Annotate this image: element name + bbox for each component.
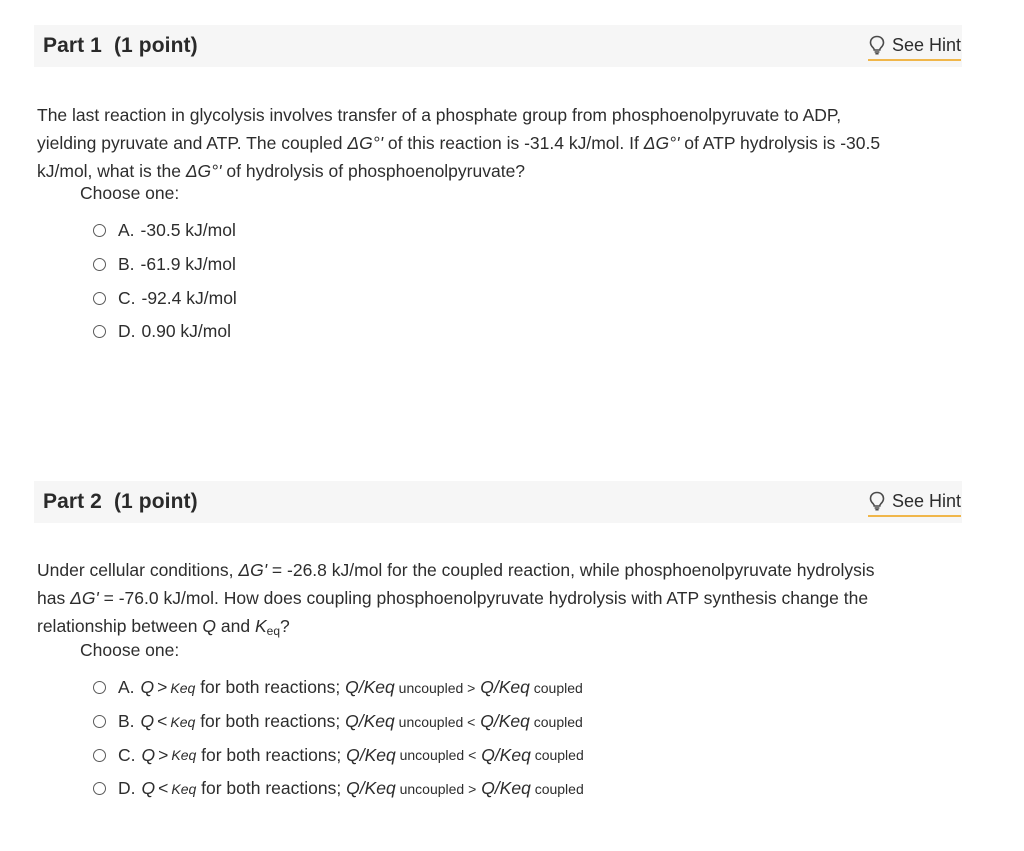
part1-hint-label[interactable]: See Hint bbox=[891, 34, 961, 55]
part2-hint-label[interactable]: See Hint bbox=[891, 490, 961, 511]
part2-question-line3: relationship between Q and $K_{eq}$? bbox=[37, 616, 290, 638]
delta-g-symbol: ΔG' bbox=[70, 588, 99, 608]
part2-question bbox=[37, 556, 967, 645]
radio-button[interactable] bbox=[93, 292, 106, 305]
keq-symbol: K bbox=[254, 616, 267, 636]
delta-g0-symbol: ΔG°' bbox=[185, 161, 222, 181]
part2-points: (1 point) bbox=[113, 490, 198, 513]
radio-button[interactable] bbox=[93, 325, 106, 338]
part1-title bbox=[43, 34, 198, 58]
part2-option-c[interactable]: C. Q > Keq for both reactions; Q/Keq uncoupled < Q/Keq coupled bbox=[93, 738, 584, 772]
radio-button[interactable] bbox=[93, 749, 106, 762]
part1-question bbox=[37, 101, 967, 185]
radio-button[interactable] bbox=[93, 681, 106, 694]
part2-question-line1: Under cellular conditions, ΔG' = -26.8 kJ/mol for the coupled reaction, while phosphoenolpyruvate hydrolysis bbox=[37, 560, 875, 580]
q-symbol: Q bbox=[202, 616, 217, 636]
part1-option-a[interactable]: A. -30.5 kJ/mol bbox=[93, 214, 237, 248]
radio-button[interactable] bbox=[93, 258, 106, 271]
part1-question-line2: yielding pyruvate and ATP. The coupled ΔG°' of this reaction is -31.4 kJ/mol. If ΔG°' of ATP hydrolysis is -30.5 bbox=[37, 133, 881, 153]
part1-see-hint-button[interactable] bbox=[868, 31, 961, 61]
part2-question-line2: has ΔG' = -76.0 kJ/mol. How does coupling phosphoenolpyruvate hydrolysis with ATP synthesis change the bbox=[37, 588, 869, 608]
part2-option-a[interactable]: A. Q > Keq for both reactions; Q/Keq uncoupled > Q/Keq coupled bbox=[93, 671, 584, 705]
part1-option-b[interactable]: B. -61.9 kJ/mol bbox=[93, 248, 237, 282]
lightbulb-icon bbox=[868, 35, 886, 55]
delta-g0-symbol: ΔG°' bbox=[643, 133, 680, 153]
part2-title-text: Part 2 bbox=[43, 490, 102, 513]
part1-question-line1: The last reaction in glycolysis involves transfer of a phosphate group from phosphoenolpyruvate to ADP, bbox=[37, 105, 842, 125]
part1-options bbox=[93, 214, 237, 349]
part1-points: (1 point) bbox=[113, 34, 198, 57]
lightbulb-icon bbox=[868, 491, 886, 511]
part1-option-d[interactable]: D. 0.90 kJ/mol bbox=[93, 315, 237, 349]
delta-g0-symbol: ΔG°' bbox=[347, 133, 384, 153]
part2-header bbox=[34, 481, 962, 523]
radio-button[interactable] bbox=[93, 715, 106, 728]
part2-option-b[interactable]: B. Q < Keq for both reactions; Q/Keq uncoupled < Q/Keq coupled bbox=[93, 705, 584, 739]
part2-options bbox=[93, 671, 584, 806]
part2-option-d[interactable]: D. Q < Keq for both reactions; Q/Keq uncoupled > Q/Keq coupled bbox=[93, 772, 584, 806]
part1-header bbox=[34, 25, 962, 67]
part2-choose-label: Choose one: bbox=[80, 640, 180, 660]
part2-see-hint-button[interactable] bbox=[868, 487, 961, 517]
delta-g-symbol: ΔG' bbox=[238, 560, 268, 580]
radio-button[interactable] bbox=[93, 782, 106, 795]
part1-option-c[interactable]: C. -92.4 kJ/mol bbox=[93, 281, 237, 315]
part1-title-text: Part 1 bbox=[43, 34, 102, 57]
part1-question-line3: kJ/mol, what is the ΔG°' of hydrolysis of phosphoenolpyruvate? bbox=[37, 161, 526, 181]
part1-choose-label: Choose one: bbox=[80, 183, 180, 203]
part2-title bbox=[43, 490, 198, 514]
radio-button[interactable] bbox=[93, 224, 106, 237]
